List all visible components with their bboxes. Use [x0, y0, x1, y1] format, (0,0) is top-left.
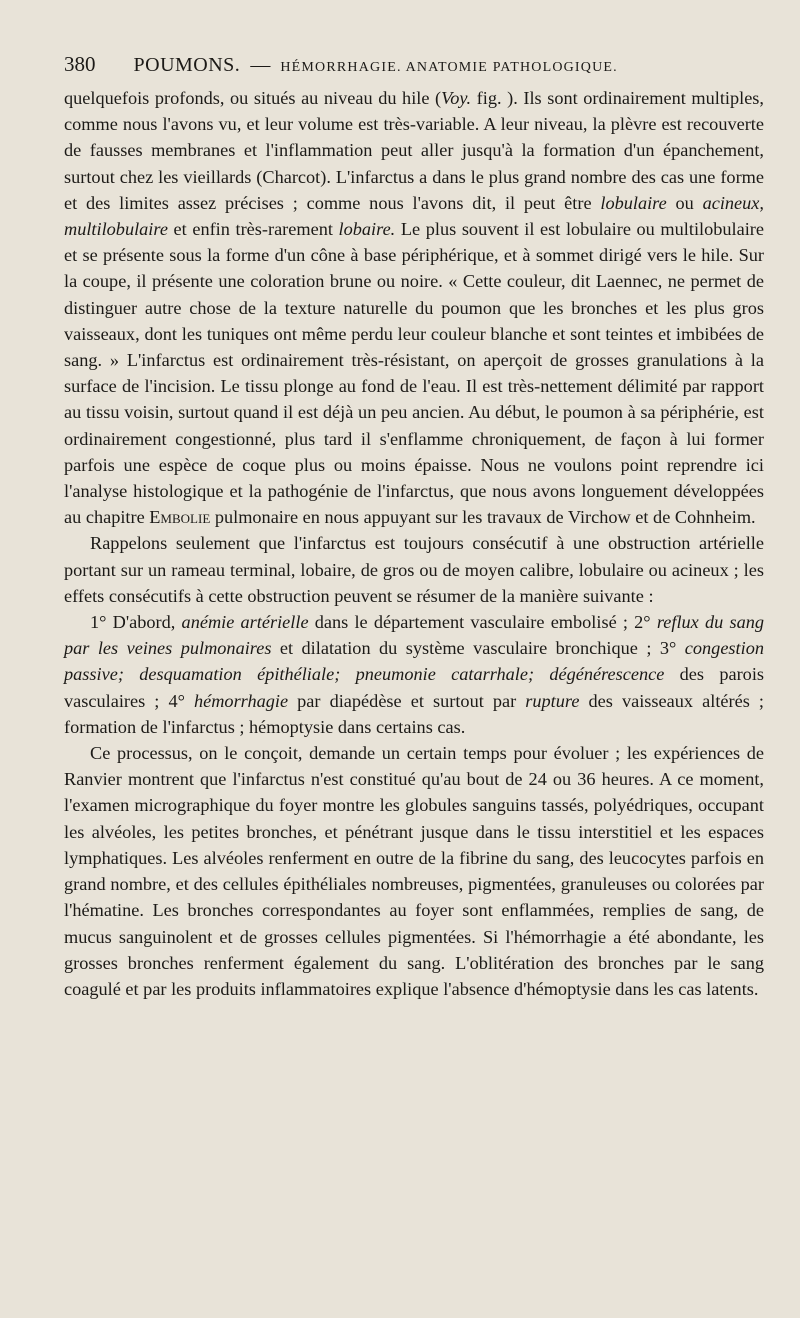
italic-text: Voy.	[441, 88, 472, 108]
italic-text: acineux, multilobulaire	[64, 192, 764, 240]
italic-text: lobulaire	[600, 192, 667, 213]
body-text	[64, 85, 764, 1002]
italic-text: reflux du sang par les veines pulmonaires	[64, 612, 764, 659]
text-run: pulmonaire en nous appuyant sur les travaux de Virchow et de Cohnheim.	[210, 507, 756, 528]
paragraph	[64, 530, 764, 609]
text-run: et enfin très-rarement	[167, 219, 339, 240]
text-run: Rappelons seulement que l'infarctus est toujours consécutif à une obstruction artérielle portant sur un rameau terminal, lobaire, de gros ou de moyen calibre, lobulaire ou acineux ; les effets consécutifs à cette obstruction peuvent se résumer de la manière suivante :	[64, 533, 764, 606]
text-run: par diapédèse et surtout par	[288, 690, 526, 711]
running-title: POUMONS.	[133, 54, 241, 76]
text-run: des parois vasculaires ; 4°	[64, 664, 765, 711]
running-dash: —	[250, 54, 271, 76]
text-run: dans le département vasculaire embolisé ; 2°	[308, 612, 657, 633]
paragraph	[64, 609, 764, 740]
text-run: Le plus souvent il est lobulaire ou multilobulaire et se présente sous la forme d'un cône à base périphérique, et à sommet dirigé vers le hile. Sur la coupe, il présente une coloration brune ou noire. « Cette couleur, dit Laennec, ne permet de distinguer autre chose de la texture naturelle du poumon que les bronches et les plus gros vaisseaux, dont les tuniques ont même perdu leur couleur blanche et sont teintes et imbibées de sang. » L'infarctus est ordinairement très-résistant, on aperçoit de grosses granulations à la surface de l'incision. Le tissu plonge au fond de l'eau. Il est très-nettement délimité par rapport au tissu voisin, surtout quand il est déjà un peu ancien. Au début, le poumon à sa périphérie, est ordinairement congestionné, plus tard il s'enflamme chroniquement, de façon à lui former parfois une espèce de coque plus ou moins épaisse. Nous ne voulons point reprendre ici l'analyse histologique et la pathogénie de l'infarctus, que nous avons longuement développées au chapitre	[64, 219, 764, 528]
paragraph	[64, 740, 764, 1002]
text-run: quelquefois profonds, ou situés au niveau du hile (	[64, 88, 442, 108]
running-header	[64, 52, 764, 77]
text-run: Ce processus, on le conçoit, demande un certain temps pour évoluer ; les expériences de Ranvier montrent que l'infarctus n'est constitué qu'au bout de 24 ou 36 heures. A ce moment, l'examen micrographique du foyer montre les globules sanguins tassés, polyédriques, occupant les alvéoles, les petites bronches, et pénétrant jusque dans le tissu interstitiel et les espaces lymphatiques. Les alvéoles renferment en outre de la fibrine du sang, des leucocytes parfois en grand nombre, et des cellules épithéliales nombreuses, pigmentées, granuleuses ou colorées par l'hématine. Les bronches correspondantes au foyer sont enflammées, remplies de sang, de mucus sanguinolent et de grosses cellules pigmentées. Si l'hémorrhagie a été abondante, les grosses bronches renferment également du sang. L'oblitération des bronches par le sang coagulé et par les produits inflammatoires explique l'absence d'hémoptysie dans les cas latents.	[64, 743, 764, 999]
italic-text: rupture	[525, 690, 580, 711]
page-number: 380	[64, 52, 96, 76]
text-run: fig. ). Ils sont ordinairement multiples, comme nous l'avons vu, et leur volume est très-variable. A leur niveau, la plèvre est recouverte de fausses membranes et l'inflammation peut aller jusqu'à la formation d'un épanchement, surtout chez les vieillards (Charcot). L'infarctus a dans le plus grand nombre des cas une forme et des limites assez précises ; comme nous l'avons dit, il peut être	[64, 88, 764, 213]
text-run: et dilatation du système vasculaire bronchique ; 3°	[271, 638, 685, 659]
running-subtitle: HÉMORRHAGIE. ANATOMIE PATHOLOGIQUE.	[280, 60, 618, 75]
text-run: 1° D'abord,	[90, 612, 182, 633]
italic-text: congestion passive; desquamation épithéliale; pneumonie catarrhale; dégénérescence	[64, 638, 764, 685]
small-caps-text: Embolie	[149, 507, 211, 528]
text-run: ou	[666, 192, 703, 213]
italic-text: lobaire.	[338, 219, 396, 240]
text-run: des vaisseaux altérés ; formation de l'infarctus ; hémoptysie dans certains cas.	[64, 690, 764, 737]
italic-text: anémie artérielle	[181, 612, 309, 633]
italic-text: hémorrhagie	[193, 690, 289, 711]
paragraph	[64, 85, 764, 530]
